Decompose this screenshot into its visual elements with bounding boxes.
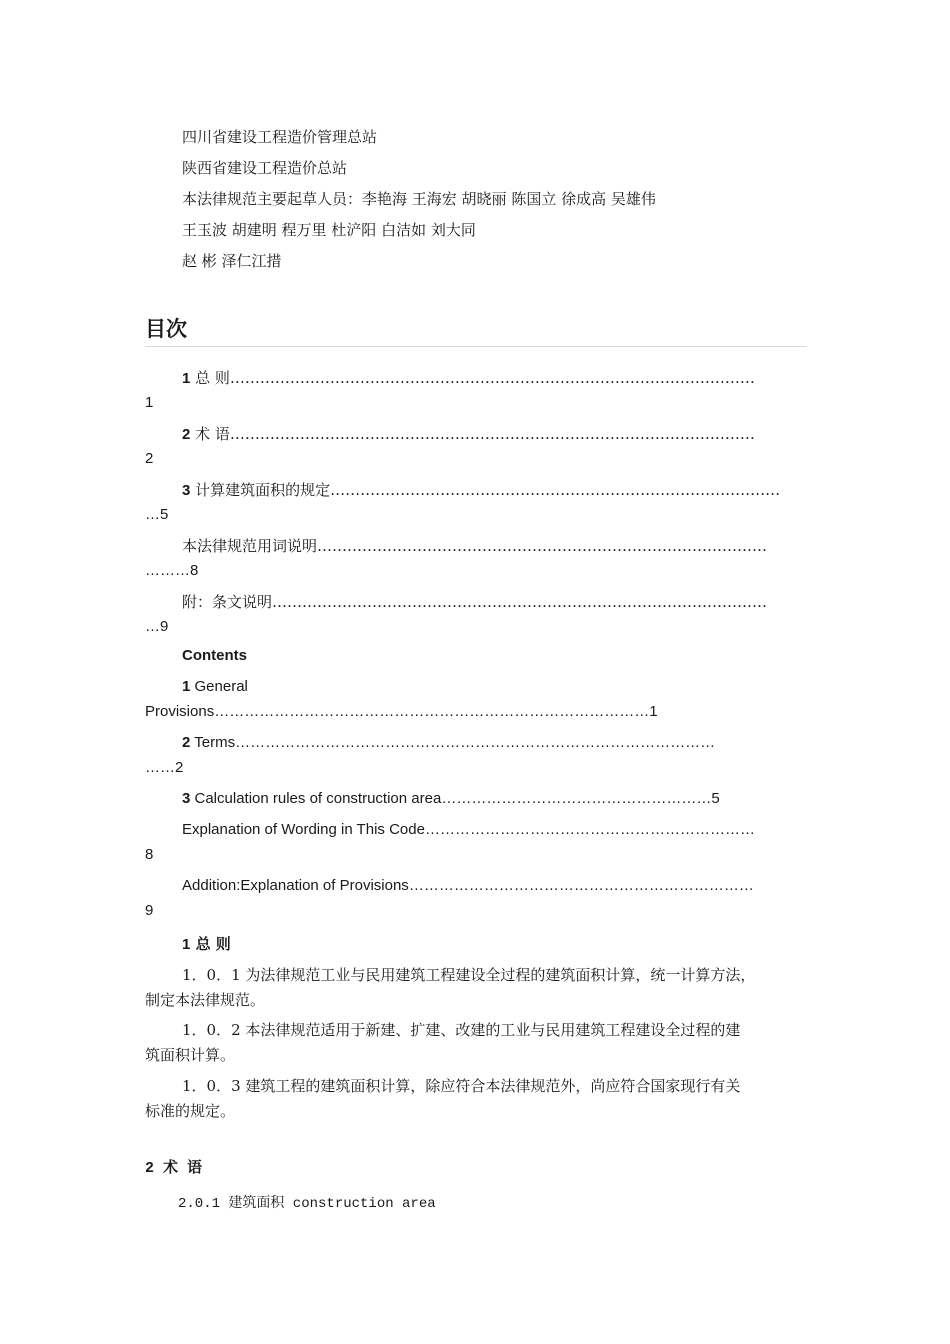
contents-entry-leader: ……………………………………………………………………………………: [235, 734, 716, 751]
contents-entry-wording-page: 8: [145, 846, 154, 863]
toc-entry-leader: ……………………………………………………………………………………………: [229, 369, 755, 387]
clause-text: 为法律规范工业与民用建筑工程建设全过程的建筑面积计算，统一计算方法，: [240, 966, 756, 984]
toc-entry-wording[interactable]: [182, 535, 767, 556]
clause-1-0-2-line2: 筑面积计算。: [145, 1046, 236, 1064]
contents-entry-leader: …………………………………………………………: [424, 821, 755, 838]
drafters-line-1: [182, 188, 656, 209]
drafters-line-3: 赵 彬 泽仁江措: [182, 252, 282, 270]
drafting-unit-shaanxi: 陕西省建设工程造价总站: [182, 159, 348, 177]
clause-1-0-1-line1: [182, 964, 755, 985]
contents-entry-title: Explanation of Wording in This Code: [182, 821, 425, 838]
contents-entry-page: 1: [649, 703, 658, 720]
toc-entry-leader-cont: ………: [145, 562, 190, 579]
contents-entry-leader: ………………………………………………: [441, 790, 712, 807]
contents-entry-title: Addition:Explanation of Provisions: [182, 877, 409, 894]
contents-entry-number: 2: [182, 734, 191, 751]
contents-entry-title: Calculation rules of construction area: [190, 790, 442, 807]
clause-id: 1．0．3: [182, 1077, 241, 1095]
toc-entry-title: 本法律规范用词说明: [182, 537, 318, 555]
toc-entry-page: 9: [160, 618, 169, 635]
contents-entry-title: General: [190, 678, 248, 695]
toc-entry-appendix[interactable]: [182, 591, 767, 612]
contents-entry-wording[interactable]: [182, 821, 755, 838]
toc-entry-leader-cont: …: [145, 506, 160, 523]
clause-id: 1．0．2: [182, 1021, 241, 1039]
toc-entry-number: 3: [182, 482, 191, 499]
definition-2-0-1: 2.0.1 建筑面积 construction area: [178, 1196, 436, 1212]
clause-id: 1．0．1: [182, 966, 241, 984]
drafters-label: 本法律规范主要起草人员：: [182, 190, 363, 208]
toc-divider: [145, 346, 807, 347]
toc-title: 目次: [145, 318, 187, 341]
chapter-title: 总 则: [190, 935, 231, 953]
contents-entry-2-page-line: [145, 759, 183, 776]
drafting-unit-sichuan: 四川省建设工程造价管理总站: [182, 128, 378, 146]
clause-1-0-3-line1: [182, 1075, 740, 1096]
toc-entry-title: 附：条文说明: [182, 593, 273, 611]
toc-entry-3[interactable]: [182, 479, 780, 500]
contents-entry-leader: ……………………………………………………………………………: [214, 703, 650, 720]
toc-entry-1-page: 1: [145, 394, 154, 411]
contents-entry-leader-cont: ……: [145, 759, 175, 776]
contents-entry-3[interactable]: [182, 790, 720, 807]
chapter-2-heading: 2 术 语: [145, 1160, 203, 1177]
toc-entry-number: 2: [182, 426, 191, 443]
clause-1-0-1-line2: 制定本法律规范。: [145, 991, 266, 1009]
contents-entry-number: 1: [182, 678, 191, 695]
chapter-1-heading: [182, 933, 231, 954]
contents-entry-page: 5: [711, 790, 720, 807]
drafters-names-1: 李艳海 王海宏 胡晓丽 陈国立 徐成高 吴雄伟: [362, 190, 656, 208]
toc-entry-leader-cont: …: [145, 618, 160, 635]
toc-entry-leader: ………………………………………………………………………………………: [272, 593, 768, 611]
toc-entry-title: 总 则: [190, 369, 230, 387]
contents-entry-1-line2: [145, 703, 658, 720]
toc-entry-appendix-page-line: [145, 618, 168, 635]
toc-entry-2[interactable]: [182, 423, 755, 444]
drafters-line-2: 王玉波 胡建明 程万里 杜浐阳 白洁如 刘大同: [182, 221, 476, 239]
contents-entry-2[interactable]: [182, 734, 715, 751]
contents-entry-title-cont: Provisions: [145, 703, 215, 720]
contents-entry-leader: ……………………………………………………………: [408, 877, 754, 894]
contents-entry-title: Terms: [190, 734, 236, 751]
toc-entry-leader: ………………………………………………………………………………: [317, 537, 768, 555]
toc-entry-leader: ……………………………………………………………………………………………: [229, 425, 755, 443]
clause-1-0-3-line2: 标准的规定。: [145, 1102, 236, 1120]
contents-heading: Contents: [182, 647, 247, 664]
clause-text: 建筑工程的建筑面积计算，除应符合本法律规范外，尚应符合国家现行有关: [240, 1077, 741, 1095]
chapter-number: 1: [182, 936, 191, 953]
toc-entry-page: 5: [160, 506, 169, 523]
toc-entry-title: 术 语: [190, 425, 230, 443]
toc-entry-3-page-line: [145, 506, 168, 523]
contents-entry-appendix[interactable]: [182, 877, 754, 894]
toc-entry-wording-page-line: [145, 562, 198, 579]
contents-entry-1[interactable]: [182, 678, 248, 695]
toc-entry-2-page: 2: [145, 450, 154, 467]
toc-entry-title: 计算建筑面积的规定: [190, 481, 331, 499]
toc-entry-1[interactable]: [182, 367, 755, 388]
contents-entry-number: 3: [182, 790, 191, 807]
contents-entry-page: 2: [175, 759, 184, 776]
toc-entry-leader: ………………………………………………………………………………: [330, 481, 781, 499]
toc-entry-page: 8: [190, 562, 199, 579]
contents-entry-appendix-page: 9: [145, 902, 154, 919]
clause-1-0-2-line1: [182, 1019, 740, 1040]
toc-entry-number: 1: [182, 370, 191, 387]
clause-text: 本法律规范适用于新建、扩建、改建的工业与民用建筑工程建设全过程的建: [240, 1021, 741, 1039]
